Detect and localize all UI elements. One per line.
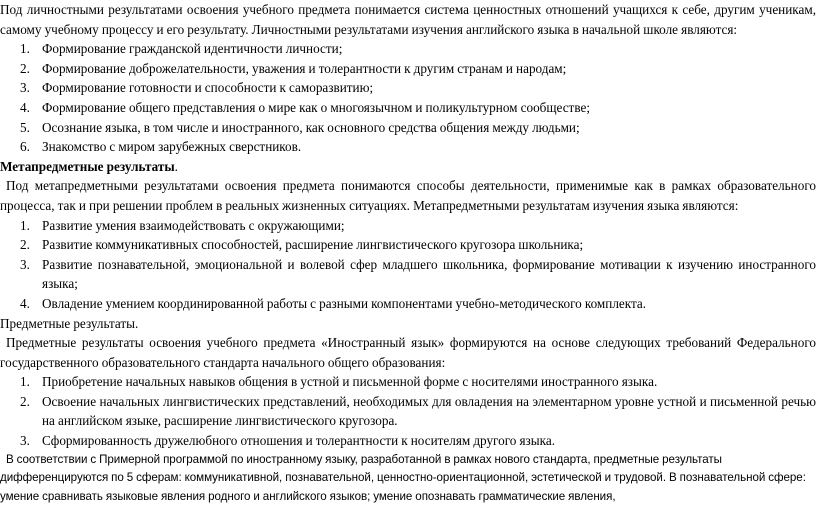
list-number: 1.	[20, 217, 30, 233]
list-text: Формирование готовности и способности к саморазвитию;	[42, 80, 374, 96]
meta-heading-text: Метапредметные результаты	[0, 158, 175, 174]
list-text: Развитие умения взаимодействовать с окружающими;	[42, 217, 345, 233]
list-text: Формирование общего представления о мире как о многоязычном и поликультурном сообществе;	[42, 99, 590, 115]
list-text: Сформированность дружелюбного отношения и толерантности к носителям другого языка.	[42, 433, 555, 449]
personal-intro-paragraph: Под личностными результатами освоения учебного предмета понимается система ценностных отношений учащихся к себе, другим ученикам, самому учебному процессу и его результату. Личностными результатами изучения английского языка в начальной школе являются:	[0, 2, 816, 37]
subject-intro-paragraph: Предметные результаты освоения учебного предмета «Иностранный язык» формируются на основе следующих требований Федерального государственного образовательного стандарта начального общего образования:	[0, 335, 816, 370]
list-item	[0, 255, 816, 294]
list-item	[0, 294, 816, 314]
list-item	[0, 431, 816, 451]
list-item	[0, 59, 816, 79]
subject-results-list	[0, 372, 816, 450]
meta-heading-dot: .	[174, 158, 178, 174]
list-number: 1.	[20, 41, 30, 57]
list-item	[0, 392, 816, 431]
list-text: Овладение умением координированной работы с разными компонентами учебно-методического комплекта.	[42, 295, 647, 311]
list-number: 3.	[20, 433, 30, 449]
list-number: 3.	[20, 80, 30, 96]
list-number: 4.	[20, 295, 30, 311]
subject-heading: Предметные результаты.	[0, 315, 139, 331]
list-number: 6.	[20, 139, 30, 155]
meta-results-list	[0, 216, 816, 314]
list-number: 4.	[20, 99, 30, 115]
list-item	[0, 137, 816, 157]
list-text: Знакомство с миром зарубежных сверстников.	[42, 139, 302, 155]
list-text: Осознание языка, в том числе и иностранного, как основного средства общения между людьми;	[42, 119, 580, 135]
list-text: Формирование доброжелательности, уважения и толерантности к другим странам и народам;	[42, 60, 567, 76]
footer-line: умение сравнивать языковые явления родного и английского языков; умение опознавать грамматические явления,	[0, 489, 616, 503]
list-text: Развитие коммуникативных способностей, расширение лингвистического кругозора школьника;	[42, 237, 584, 253]
list-item	[0, 118, 816, 138]
list-number: 1.	[20, 374, 30, 390]
list-number: 5.	[20, 119, 30, 135]
list-number: 2.	[20, 237, 30, 253]
list-item	[0, 235, 816, 255]
footer-line: В соответствии с Примерной программой по иностранному языку, разработанной в рамках нового стандарта, предметные результаты	[6, 452, 722, 466]
meta-intro-paragraph: Под метапредметными результатами освоения предмета понимаются способы деятельности, применимые как в рамках образовательного процесса, так и при решении проблем в реальных жизненных ситуациях. Метапредметными результатам изучения языка являются:	[0, 178, 816, 213]
list-number: 3.	[20, 256, 30, 272]
footer-line: дифференцируются по 5 сферам: коммуникативной, познавательной, ценностно-ориентационной, эстетической и трудовой. В познавательной сфере:	[0, 471, 806, 485]
list-text: Формирование гражданской идентичности личности;	[42, 41, 343, 57]
list-number: 2.	[20, 393, 30, 409]
list-text: Развитие познавательной, эмоциональной и волевой сфер младшего школьника, формирование мотивации к изучению иностранного языка;	[42, 256, 816, 292]
list-item	[0, 78, 816, 98]
list-item	[0, 372, 816, 392]
list-item	[0, 98, 816, 118]
list-item	[0, 39, 816, 59]
list-item	[0, 216, 816, 236]
meta-heading	[0, 157, 816, 177]
list-text: Освоение начальных лингвистических представлений, необходимых для овладения на элементарном уровне устной и письменной речью на английском языке, расширение лингвистического кругозора.	[42, 393, 816, 429]
list-text: Приобретение начальных навыков общения в устной и письменной форме с носителями иностранного языка.	[42, 374, 658, 390]
personal-results-list	[0, 39, 816, 157]
list-number: 2.	[20, 60, 30, 76]
